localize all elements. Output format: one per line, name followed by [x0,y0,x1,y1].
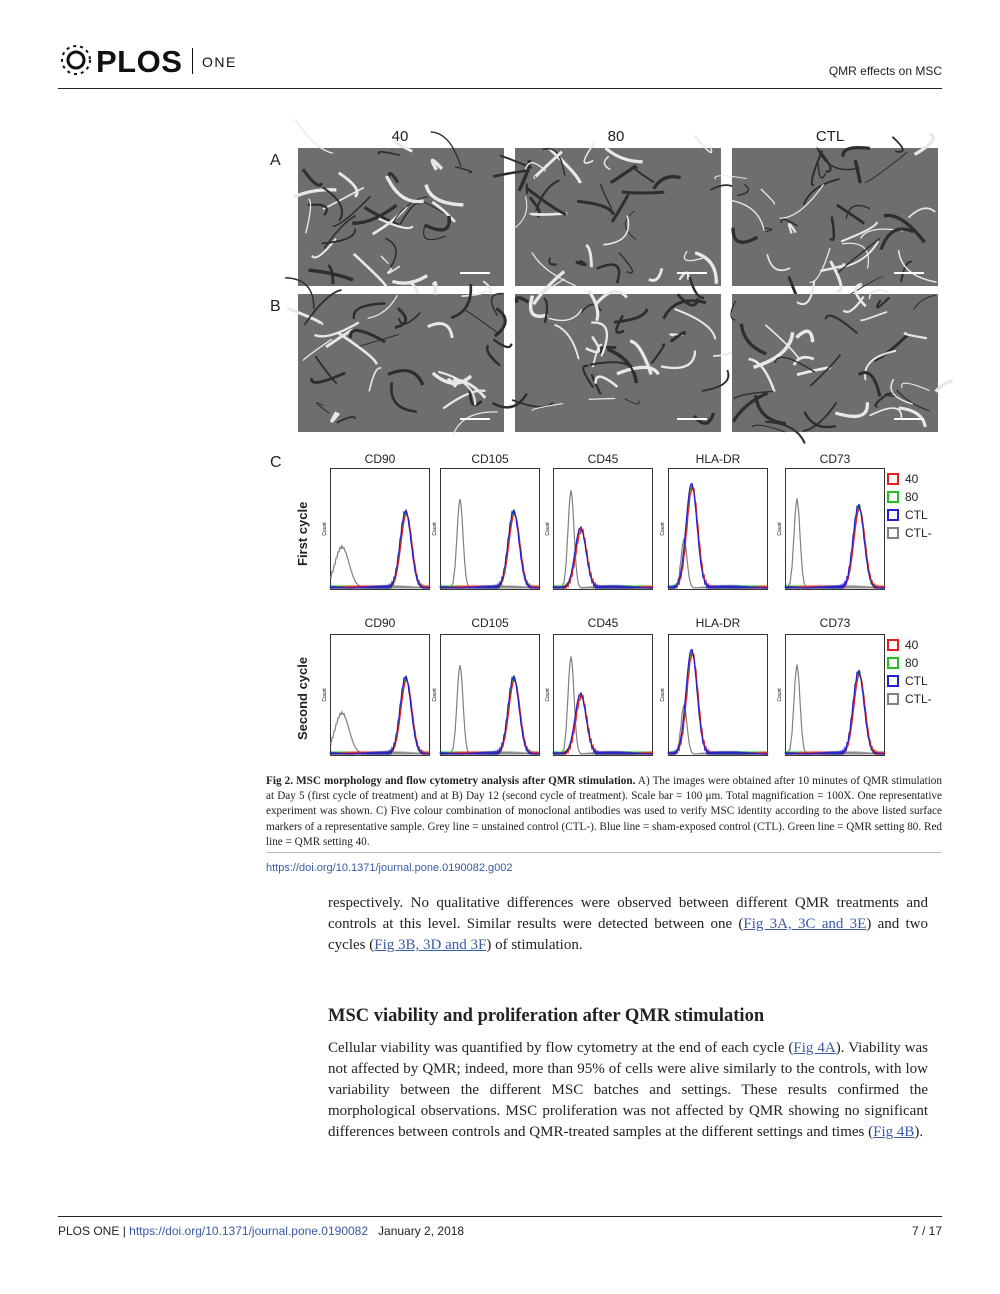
histogram-curve [668,484,768,588]
legend-item-ctl-neg: CTL- [887,690,932,708]
micrograph-image [298,294,504,432]
legend-item-ctl: CTL [887,506,932,524]
histogram-curve [330,510,430,588]
histogram-panel [545,468,653,595]
histogram-curve [553,656,653,754]
header-rule [58,88,942,89]
legend-swatch-80 [887,657,899,669]
histogram-title: CD45 [587,452,619,466]
legend-swatch-ctl [887,675,899,687]
histogram-curve [668,652,768,754]
panel-letter-c: C [270,454,282,471]
legend-second-cycle [887,636,932,708]
histogram-frame [669,635,768,756]
axis-count-label: Count [322,688,328,702]
histogram-title: CD73 [819,452,851,466]
micrograph-image [515,294,721,432]
fig3-link-two-cycles[interactable]: Fig 3B, 3D and 3F [374,937,487,953]
histogram-title: HLA-DR [695,452,741,466]
axis-count-label: Count [432,688,438,702]
legend-item-ctl-neg: CTL- [887,524,932,542]
histogram-title: CD73 [819,616,851,630]
plos-one-logo [58,42,258,82]
micrograph-image [515,148,721,286]
column-label-40: 40 [391,128,409,145]
axis-count-label: Count [660,522,666,536]
cycle-label-second: Second cycle [295,656,310,740]
histogram-frame [441,635,540,756]
axis-count-label: Count [322,522,328,536]
logo-text: PLOS [96,44,183,79]
figure-caption [266,774,942,850]
legend-swatch-ctl-neg [887,527,899,539]
histogram-curve [330,676,430,754]
axis-count-label: Count [545,688,551,702]
histogram-panel [322,634,430,761]
legend-swatch-ctl [887,509,899,521]
footer-date: January 2, 2018 [378,1224,465,1238]
micrograph-image [298,148,504,286]
logo-sub: ONE [202,54,237,70]
legend-first-cycle [887,470,932,542]
histogram-curve [668,484,768,589]
legend-swatch-80 [887,491,899,503]
legend-item-40: 40 [887,636,932,654]
legend-item-80: 80 [887,654,932,672]
legend-item-ctl: CTL [887,672,932,690]
fig3-link-one-cycle[interactable]: Fig 3A, 3C and 3E [743,916,867,932]
fig4b-link[interactable]: Fig 4B [873,1124,915,1140]
caption-text: A) The images were obtained after 10 minutes of QMR stimulation at Day 5 (first cycle of treatment) and at B) Day 12 (second cycle of treatment). Scale bar = 100 μm. Total magnification = 100X. One representative experiment was shown. C) Five colour combination of monoclonal antibodies was used to verify MSC identity according to the above listed surface markers of a representative sample. Grey line = unstained control (CTL-). Blue line = sham-exposed control (CTL). Green line = QMR setting 80. Red line = QMR setting 40. [266,775,943,848]
histogram-title: CD90 [364,452,396,466]
body-paragraph-2: Cellular viability was quantified by flow cytometry at the end of each cycle (Fig 4A). Viability was not affected by QMR; indeed, more than 95% of cells were alive similarly to the controls, with low variability between the different MSC batches and settings. These results confirmed the morphological observations. MSC proliferation was not affected by QMR showing no significant differences between controls and QMR-treated samples at the different settings and times (Fig 4B). [328,1040,928,1140]
histogram-panel [432,634,540,761]
histogram-panel [322,468,430,595]
histogram-title: CD105 [471,616,509,630]
column-label-ctl: CTL [815,128,845,145]
running-head: QMR effects on MSC [828,64,942,78]
histogram-curve [553,490,653,588]
logo-divider [192,48,193,74]
axis-count-label: Count [432,522,438,536]
histogram-title: HLA-DR [695,616,741,630]
footer-citation: PLOS ONE | https://doi.org/10.1371/journal.pone.0190082 January 2, 2018 [58,1224,465,1238]
legend-item-80: 80 [887,488,932,506]
body-paragraph-1: respectively. No qualitative differences were observed between different QMR treatments and controls at this level. Similar results were detected between one (Fig 3A, 3C and 3E) and two cycles (Fig 3B, 3D and 3F) of stimulation. [328,895,928,953]
legend-swatch-40 [887,639,899,651]
histogram-panel [660,468,768,595]
histogram-frame [441,469,540,590]
section-heading: MSC viability and proliferation after QMR stimulation [328,1006,765,1026]
legend-item-40: 40 [887,470,932,488]
cycle-label-first: First cycle [295,501,310,566]
column-label-80: 80 [607,128,625,145]
histogram-panel [777,634,885,761]
histogram-title: CD45 [587,616,619,630]
page-number: 7 / 17 [911,1224,942,1238]
histogram-curve [668,650,768,755]
histogram-title: CD90 [364,616,396,630]
histogram-panel [545,634,653,761]
panel-letter-a: A [270,152,281,169]
axis-count-label: Count [660,688,666,702]
histogram-curve [668,486,768,588]
legend-swatch-40 [887,473,899,485]
micrograph-image [732,148,938,286]
figure-doi-link[interactable]: https://doi.org/10.1371/journal.pone.0190082.g002 [266,862,513,874]
micrograph-image [732,294,938,432]
footer-rule [58,1216,942,1217]
histogram-panel [660,634,768,761]
histogram-curve [668,650,768,754]
panel-letter-b: B [270,298,281,315]
axis-count-label: Count [545,522,551,536]
caption-rule [266,852,942,853]
histogram-panel [777,468,885,595]
footer-doi-link[interactable]: https://doi.org/10.1371/journal.pone.0190082 [129,1224,369,1238]
axis-count-label: Count [777,688,783,702]
legend-swatch-ctl-neg [887,693,899,705]
caption-label: Fig 2. MSC morphology and flow cytometry analysis after QMR stimulation. [266,775,636,787]
axis-count-label: Count [777,522,783,536]
histogram-title: CD105 [471,452,509,466]
histogram-panel [432,468,540,595]
histogram-frame [669,469,768,590]
fig4a-link[interactable]: Fig 4A [793,1040,836,1056]
plos-logo-icon [58,42,94,78]
